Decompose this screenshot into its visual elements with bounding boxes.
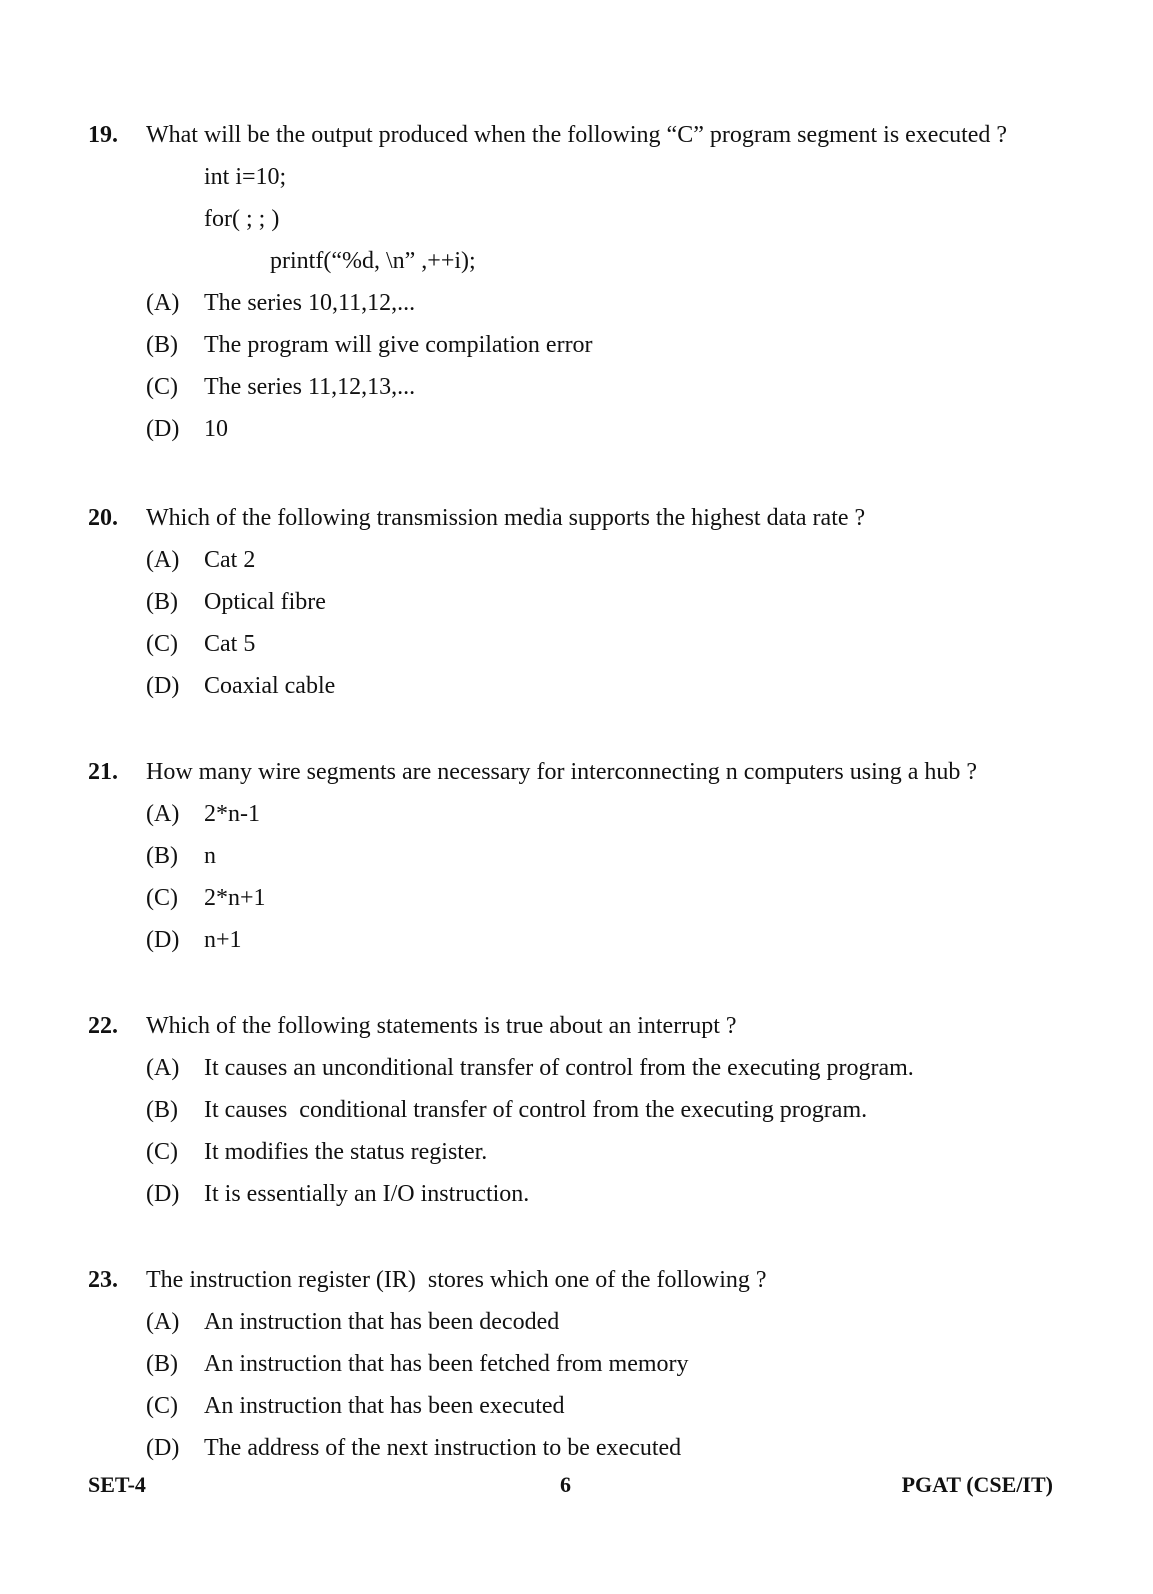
option-a: (A) The series 10,11,12,... <box>146 290 416 316</box>
option-d: (D) The address of the next instruction to be executed <box>146 1435 682 1461</box>
option-b: (B) The program will give compilation error <box>146 332 593 358</box>
question-20 <box>0 497 1153 707</box>
option-b: (B) An instruction that has been fetched from memory <box>146 1351 689 1377</box>
code-line: int i=10; <box>204 164 287 190</box>
page-footer <box>0 1465 1153 1505</box>
option-c: (C) The series 11,12,13,... <box>146 374 416 400</box>
question-number: 22. <box>88 1013 118 1039</box>
question-number: 23. <box>88 1267 118 1293</box>
question-text: How many wire segments are necessary for interconnecting n computers using a hub ? <box>146 759 978 785</box>
option-c: (C) 2*n+1 <box>146 885 266 911</box>
option-d: (D) It is essentially an I/O instruction. <box>146 1181 530 1207</box>
option-d: (D) n+1 <box>146 927 242 953</box>
question-text: Which of the following statements is true about an interrupt ? <box>146 1013 737 1039</box>
question-number: 19. <box>88 122 118 148</box>
question-23 <box>0 1259 1153 1469</box>
option-a: (A) It causes an unconditional transfer of control from the executing program. <box>146 1055 914 1081</box>
option-a: (A) 2*n-1 <box>146 801 260 827</box>
option-b: (B) It causes conditional transfer of control from the executing program. <box>146 1097 868 1123</box>
question-text: The instruction register (IR) stores which one of the following ? <box>146 1267 767 1293</box>
option-c: (C) An instruction that has been executed <box>146 1393 565 1419</box>
set-label: SET-4 <box>88 1472 146 1497</box>
question-number: 21. <box>88 759 118 785</box>
page-number: 6 <box>560 1472 571 1497</box>
question-text: Which of the following transmission media supports the highest data rate ? <box>146 505 866 531</box>
question-text: What will be the output produced when the following “C” program segment is executed ? <box>146 122 1008 148</box>
question-number: 20. <box>88 505 118 531</box>
code-line: printf(“%d, \n” ,++i); <box>270 248 476 274</box>
option-a: (A) An instruction that has been decoded <box>146 1309 560 1335</box>
option-c: (C) Cat 5 <box>146 631 256 657</box>
exam-code: PGAT (CSE/IT) <box>901 1472 1053 1497</box>
option-a: (A) Cat 2 <box>146 547 256 573</box>
option-d: (D) 10 <box>146 416 228 442</box>
question-19 <box>0 114 1153 450</box>
question-21 <box>0 751 1153 961</box>
question-22 <box>0 1005 1153 1215</box>
option-b: (B) Optical fibre <box>146 589 326 615</box>
option-c: (C) It modifies the status register. <box>146 1139 488 1165</box>
code-line: for( ; ; ) <box>204 206 280 232</box>
option-b: (B) n <box>146 843 216 869</box>
option-d: (D) Coaxial cable <box>146 673 336 699</box>
